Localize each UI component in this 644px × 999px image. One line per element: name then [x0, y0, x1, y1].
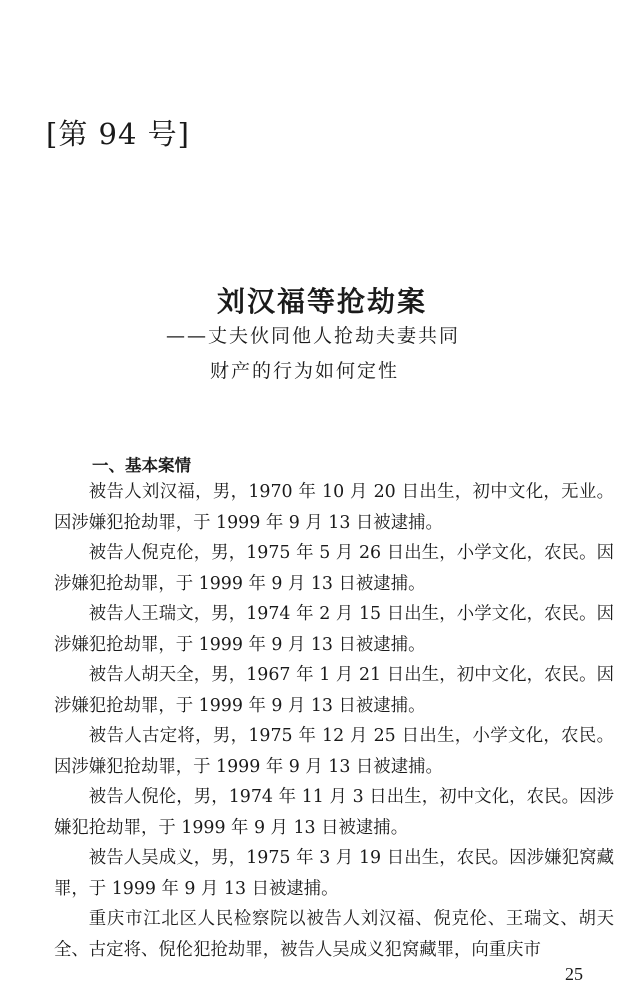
paragraph-defendant-hu-tianquan: 被告人胡天全，男，1967 年 1 月 21 日出生，初中文化，农民。因涉嫌犯抢劫罪，于 1999 年 9 月 13 日被逮捕。 [54, 665, 614, 716]
paragraph-defendant-gu-dingjiang: 被告人古定将，男，1975 年 12 月 25 日出生，小学文化，农民。因涉嫌犯抢劫罪，于 1999 年 9 月 13 日被逮捕。 [54, 726, 614, 777]
section-heading: 一、基本案情 [92, 456, 191, 475]
case-subtitle-line1: ——丈夫伙同他人抢劫夫妻共同 [166, 325, 461, 347]
case-title: 刘汉福等抢劫案 [216, 285, 427, 318]
page-number: 25 [565, 964, 583, 984]
case-number: [第 94 号] [46, 117, 190, 151]
paragraph-defendant-liu-hanfu: 被告人刘汉福，男，1970 年 10 月 20 日出生，初中文化，无业。因涉嫌犯抢劫罪，于 1999 年 9 月 13 日被逮捕。 [54, 482, 614, 533]
body-text [54, 477, 614, 965]
paragraph-defendant-ni-kelun: 被告人倪克伦，男，1975 年 5 月 26 日出生，小学文化，农民。因涉嫌犯抢劫罪，于 1999 年 9 月 13 日被逮捕。 [54, 543, 614, 594]
paragraph-defendant-ni-lun: 被告人倪伦，男，1974 年 11 月 3 日出生，初中文化，农民。因涉嫌犯抢劫罪，于 1999 年 9 月 13 日被逮捕。 [54, 787, 614, 838]
paragraph-prosecution: 重庆市江北区人民检察院以被告人刘汉福、倪克伦、王瑞文、胡天全、古定将、倪伦犯抢劫罪，被告人吴成义犯窝藏罪，向重庆市 [54, 909, 614, 960]
case-subtitle-line2: 财产的行为如何定性 [210, 360, 400, 382]
paragraph-defendant-wu-chengyi: 被告人吴成义，男，1975 年 3 月 19 日出生，农民。因涉嫌犯窝藏罪，于 1999 年 9 月 13 日被逮捕。 [54, 848, 614, 899]
paragraph-defendant-wang-ruiwen: 被告人王瑞文，男，1974 年 2 月 15 日出生，小学文化，农民。因涉嫌犯抢劫罪，于 1999 年 9 月 13 日被逮捕。 [54, 604, 614, 655]
